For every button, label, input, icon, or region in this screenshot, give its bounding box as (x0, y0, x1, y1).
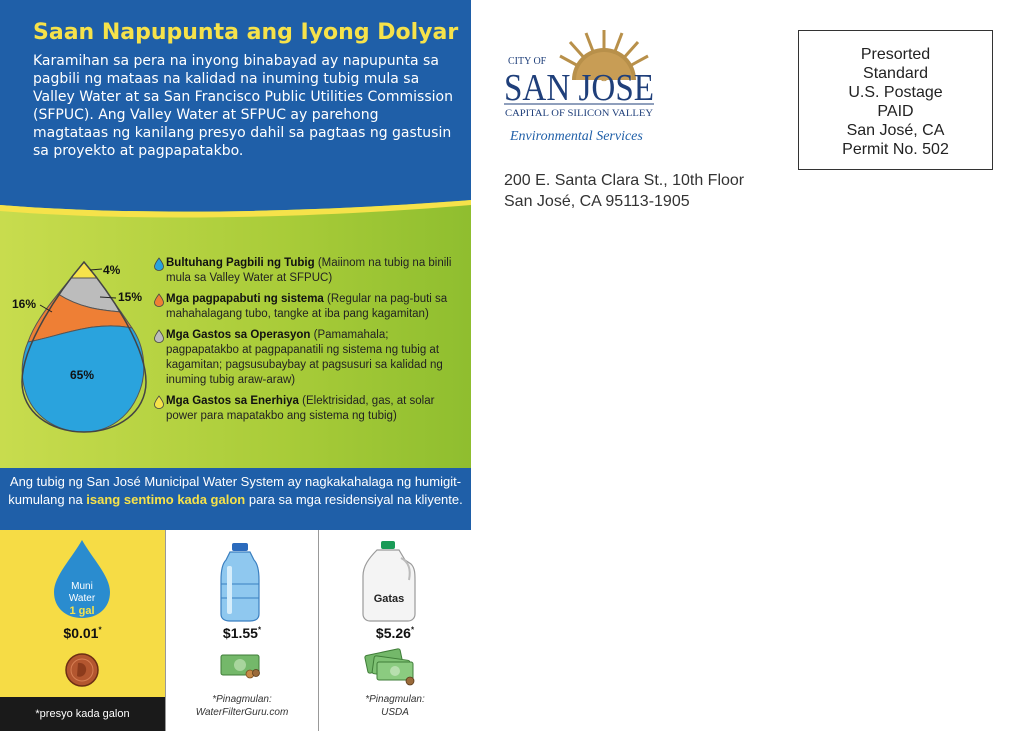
milk-jug-icon (361, 540, 417, 622)
legend-title-operations: Mga Gastos sa Operasyon (166, 329, 311, 341)
logo-name: SAN JOSE (504, 67, 654, 109)
card-milk (318, 530, 471, 731)
logo-city-of: CITY OF (508, 56, 547, 67)
postage-line2: Standard (863, 65, 928, 82)
cost-statement (0, 468, 471, 530)
milk-label: Gatas (373, 593, 405, 605)
cost-highlight: isang sentimo kada galon (86, 492, 246, 507)
postage-line5: San José, CA (846, 122, 945, 139)
legend-title-improvements: Mga pagpapabuti ng sistema (166, 293, 324, 305)
legend-desc-improvements: (Regular na pag-buti sa mahahalagang tubo, tangke at iba pang kagamitan) (166, 293, 448, 320)
postage-line6: Permit No. 502 (842, 141, 949, 158)
legend-item-operations (152, 328, 462, 388)
label-improvements: 16% (12, 297, 37, 311)
postage-line1: Presorted (860, 46, 931, 63)
water-bottle-icon (218, 542, 262, 622)
muni-label-line3: 1 gal (69, 605, 95, 617)
postage-line4: PAID (877, 103, 914, 120)
money-stack-icon (363, 646, 417, 686)
muni-label-line1: Muni (71, 581, 93, 592)
legend-item-improvements (152, 292, 462, 322)
label-operations: 15% (118, 290, 143, 304)
address-line1: 200 E. Santa Clara St., 10th Floor (504, 172, 745, 189)
milk-source: *Pinagmulan: USDA (365, 694, 425, 718)
milk-price: $5.26* (375, 625, 415, 641)
drop-orange-icon (152, 293, 166, 307)
city-logo (502, 28, 672, 148)
label-bulk: 65% (70, 368, 95, 382)
card-bottled-water (165, 530, 318, 731)
intro-paragraph: Karamihan sa pera na inyong binabayad ay napupunta sa pagbili ng mataas na kalidad na inuming tubig mula sa Valley Water at sa San Francisco Public Utilities Commission (SFPUC). Ang Valley Water at SFPUC ay parehong magtataas ng kanilang presyo dahil sa pagtaas ng gastusin sa proyekto at pagpapatakbo. (33, 53, 453, 159)
legend-title-bulk: Bultuhang Pagbili ng Tubig (166, 257, 315, 269)
dollar-bill-icon (220, 653, 262, 679)
penny-icon (64, 652, 100, 688)
postage-line3: U.S. Postage (848, 84, 943, 101)
legend-item-energy (152, 394, 462, 424)
wave-divider (0, 175, 471, 235)
legend-desc-operations: (Pamamahala; pagpapatakbo at pagpapanatili ng sistema ng tubig at kagamitan; pagsusubaybay at pagsusuri sa kalidad ng inuming tubig araw-araw) (166, 329, 443, 386)
cost-text-after: para sa mga residensiyal na kliyente. (245, 492, 463, 507)
muni-label-line2: Water (68, 593, 96, 604)
label-energy: 4% (103, 263, 121, 277)
panel-title: Saan Napupunta ang Iyong Dolyar (33, 20, 459, 45)
price-comparison (0, 530, 471, 731)
logo-tagline: CAPITAL OF SILICON VALLEY (505, 109, 654, 119)
cost-text-before: Ang tubig ng San José Municipal Water System ay nagkakahalaga ng humigit-kumulang na (8, 474, 462, 507)
legend (152, 256, 462, 430)
drop-gray-icon (152, 329, 166, 343)
postage-indicia (798, 30, 993, 170)
legend-item-bulk (152, 256, 462, 286)
drop-blue-icon (152, 257, 166, 271)
legend-title-energy: Mga Gastos sa Enerhiya (166, 395, 299, 407)
logo-department: Environmental Services (510, 129, 643, 144)
info-panel (0, 0, 471, 731)
drop-yellow-icon (152, 395, 166, 409)
footnote: *presyo kada galon (0, 697, 165, 731)
bottled-price: $1.55* (222, 625, 262, 641)
return-address (504, 170, 744, 212)
card-muni-water (0, 530, 165, 731)
legend-desc-energy: (Elektrisidad, gas, at solar power para mapatakbo ang sistema ng tubig) (166, 395, 435, 422)
muni-price: $0.01* (63, 625, 102, 641)
address-line2: San José, CA 95113-1905 (504, 193, 690, 210)
legend-desc-bulk: (Maiinom na tubig na binili mula sa Valley Water at SFPUC) (166, 257, 452, 284)
bottled-source: *Pinagmulan: WaterFilterGuru.com (195, 694, 289, 718)
water-drop-icon (50, 538, 114, 620)
water-drop-chart (0, 250, 160, 460)
